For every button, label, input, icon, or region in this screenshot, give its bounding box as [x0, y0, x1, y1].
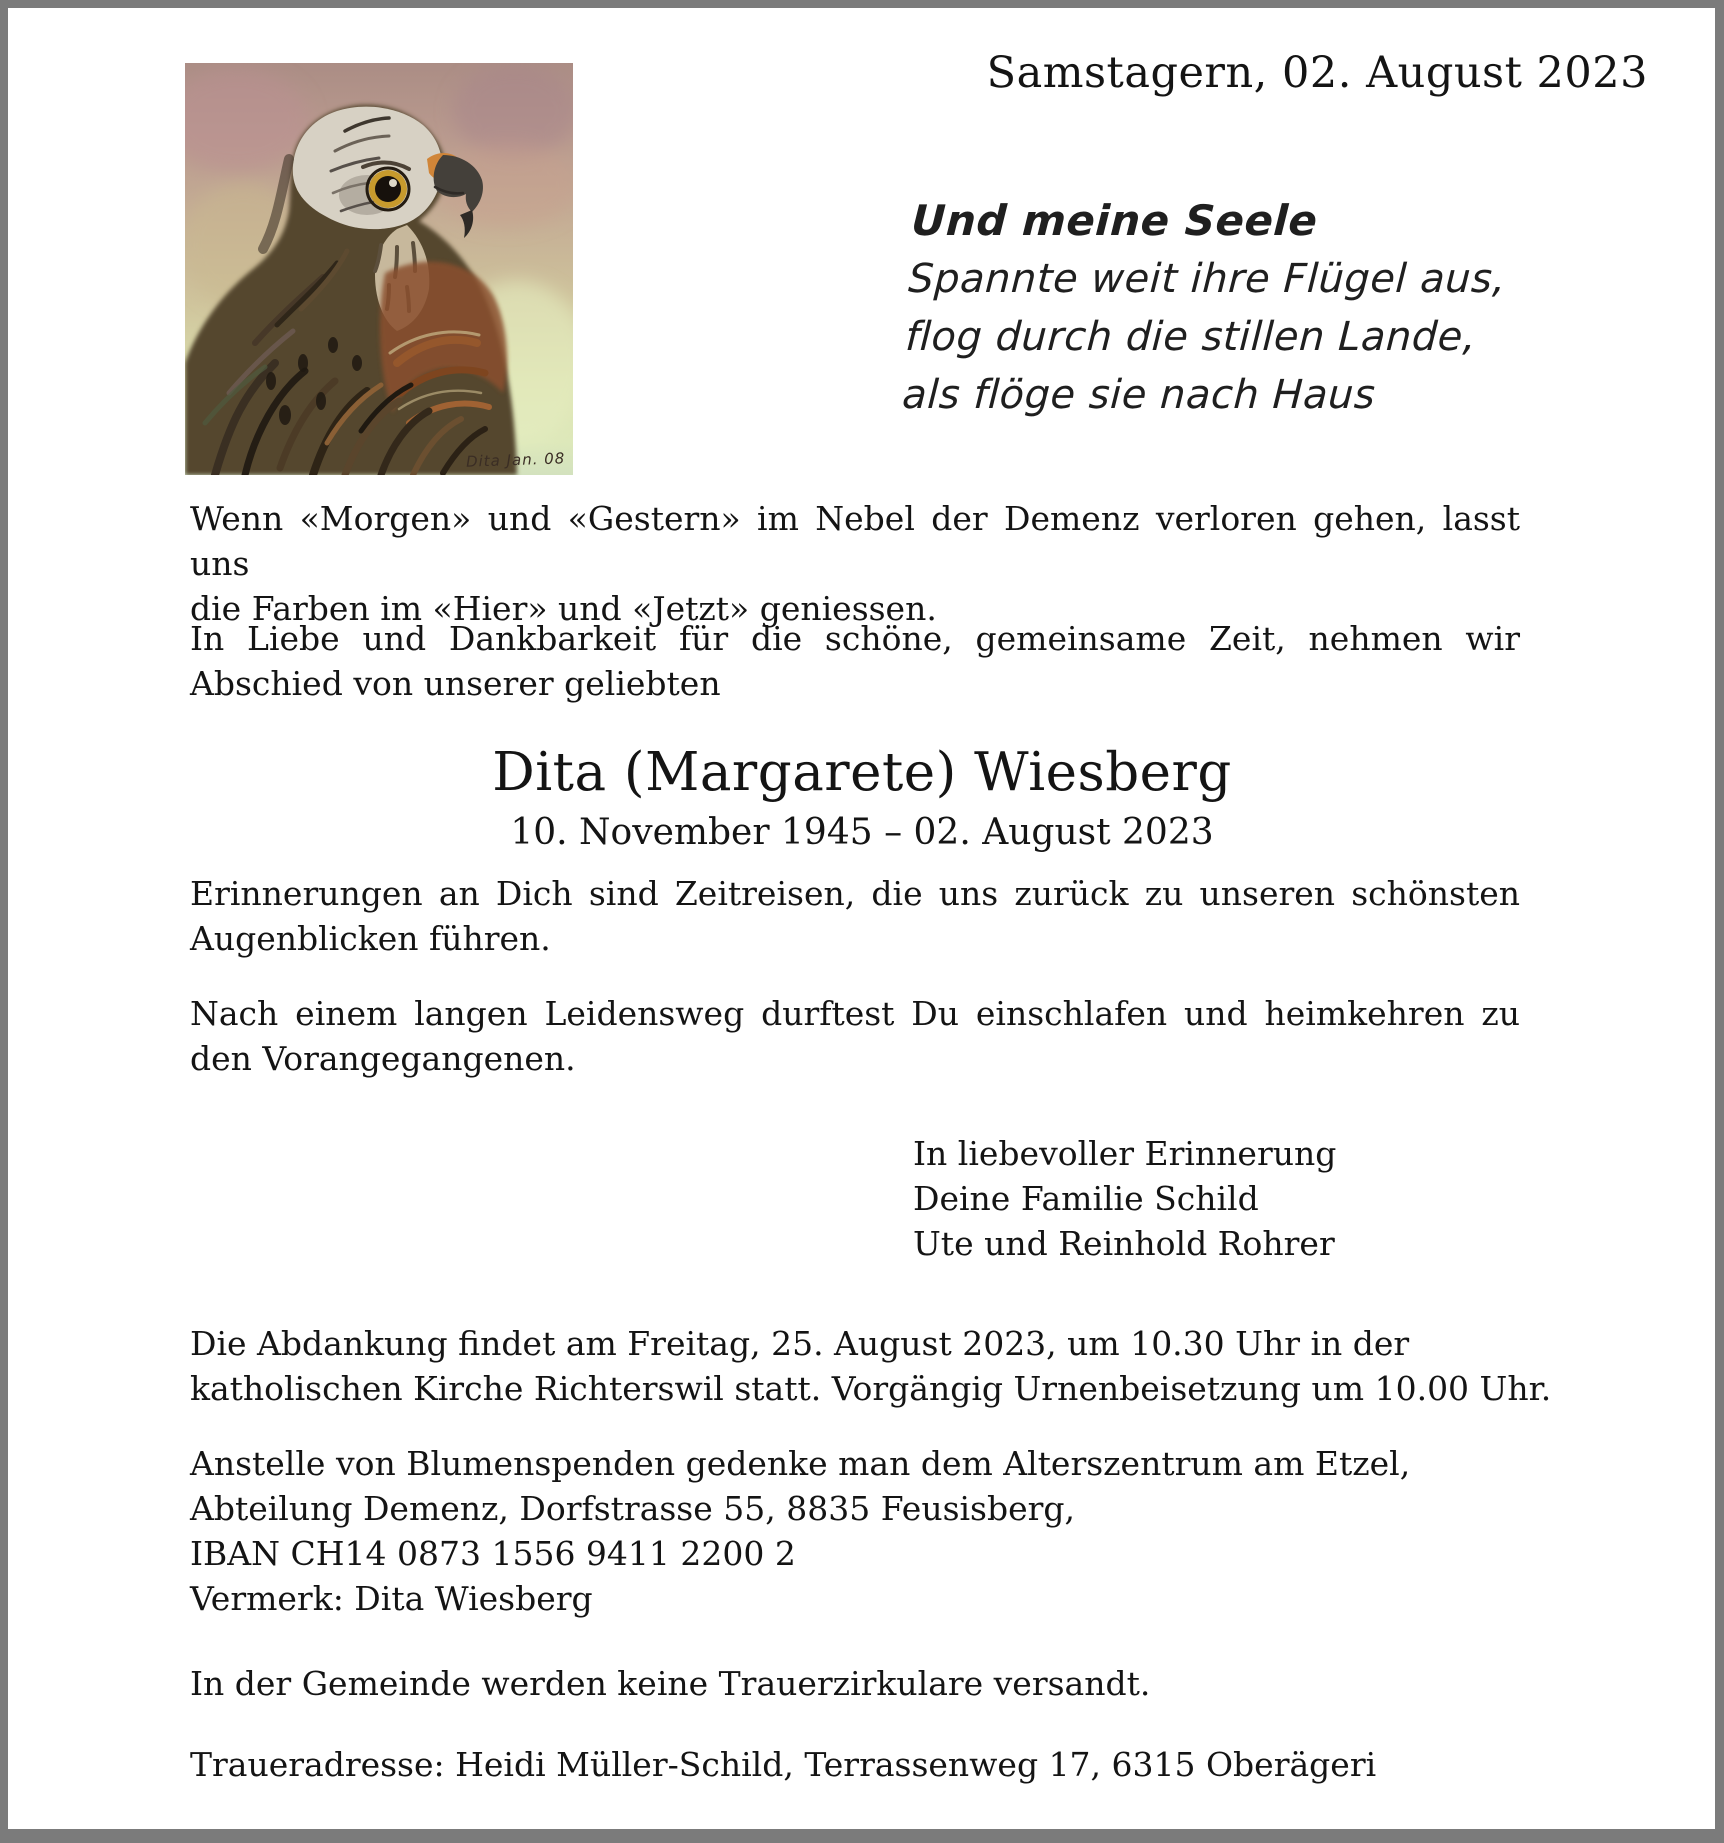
paragraph-line: Wenn «Morgen» und «Gestern» im Nebel der Demenz verloren gehen, lasst uns	[190, 499, 1520, 583]
bird-painting	[185, 63, 573, 475]
circular-note-line: In der Gemeinde werden keine Trauerzirkulare versandt.	[190, 1664, 1151, 1703]
donations-line: Vermerk: Dita Wiesberg	[190, 1579, 593, 1618]
paragraph-line: den Vorangegangenen.	[190, 1039, 576, 1078]
memories-paragraph	[190, 871, 1520, 961]
bird-painting-art	[185, 63, 573, 475]
mourners-block	[913, 1131, 1336, 1266]
mourning-address-line: Traueradresse: Heidi Müller-Schild, Terrassenweg 17, 6315 Oberägeri	[190, 1745, 1377, 1784]
poem-line-3: flog durch die stillen Lande,	[904, 314, 1478, 360]
page-border-top	[0, 0, 1724, 8]
donations-line: IBAN CH14 0873 1556 9411 2200 2	[190, 1534, 796, 1573]
paragraph-line: die Farben im «Hier» und «Jetzt» geniessen.	[190, 589, 937, 628]
page-border-left	[0, 0, 8, 1843]
farewell-paragraph	[190, 616, 1520, 706]
paragraph-line: katholischen Kirche Richterswil statt. Vorgängig Urnenbeisetzung um 10.00 Uhr.	[190, 1369, 1552, 1408]
intro-paragraph	[190, 496, 1520, 631]
paragraph-line: Abschied von unserer geliebten	[190, 664, 721, 703]
poem	[901, 192, 1510, 424]
mourners-line: Deine Familie Schild	[913, 1179, 1259, 1218]
paragraph-line: Nach einem langen Leidensweg durftest Du einschlafen und heimkehren zu	[190, 994, 1520, 1033]
mourning-address	[190, 1742, 1590, 1787]
poem-line-1: Und meine Seele	[910, 196, 1319, 245]
mourners-line: Ute und Reinhold Rohrer	[913, 1224, 1335, 1263]
page-border-bottom	[0, 1829, 1724, 1843]
paragraph-line: Die Abdankung findet am Freitag, 25. August 2023, um 10.30 Uhr in der	[190, 1324, 1410, 1363]
page-border-right	[1715, 0, 1724, 1843]
circular-note	[190, 1661, 1590, 1706]
mourners-line: In liebevoller Erinnerung	[913, 1134, 1337, 1173]
donations-block	[190, 1441, 1590, 1621]
passing-paragraph	[190, 991, 1520, 1081]
paragraph-line: Augenblicken führen.	[190, 919, 551, 958]
date-line: Samstagern, 02. August 2023	[986, 48, 1648, 98]
paragraph-line: Erinnerungen an Dich sind Zeitreisen, die uns zurück zu unseren schönsten	[190, 874, 1520, 913]
artist-signature: Dita Jan. 08	[465, 449, 566, 471]
poem-line-2: Spannte weit ihre Flügel aus,	[907, 256, 1507, 302]
deceased-life-dates: 10. November 1945 – 02. August 2023	[510, 812, 1214, 853]
deceased-block	[0, 742, 1724, 856]
donations-line: Anstelle von Blumenspenden gedenke man dem Alterszentrum am Etzel,	[190, 1444, 1411, 1483]
donations-line: Abteilung Demenz, Dorfstrasse 55, 8835 Feusisberg,	[190, 1489, 1076, 1528]
deceased-name: Dita (Margarete) Wiesberg	[492, 742, 1232, 803]
poem-line-4: als flöge sie nach Haus	[901, 372, 1377, 418]
service-paragraph	[190, 1321, 1590, 1411]
paragraph-line: In Liebe und Dankbarkeit für die schöne, gemeinsame Zeit, nehmen wir	[190, 619, 1520, 658]
